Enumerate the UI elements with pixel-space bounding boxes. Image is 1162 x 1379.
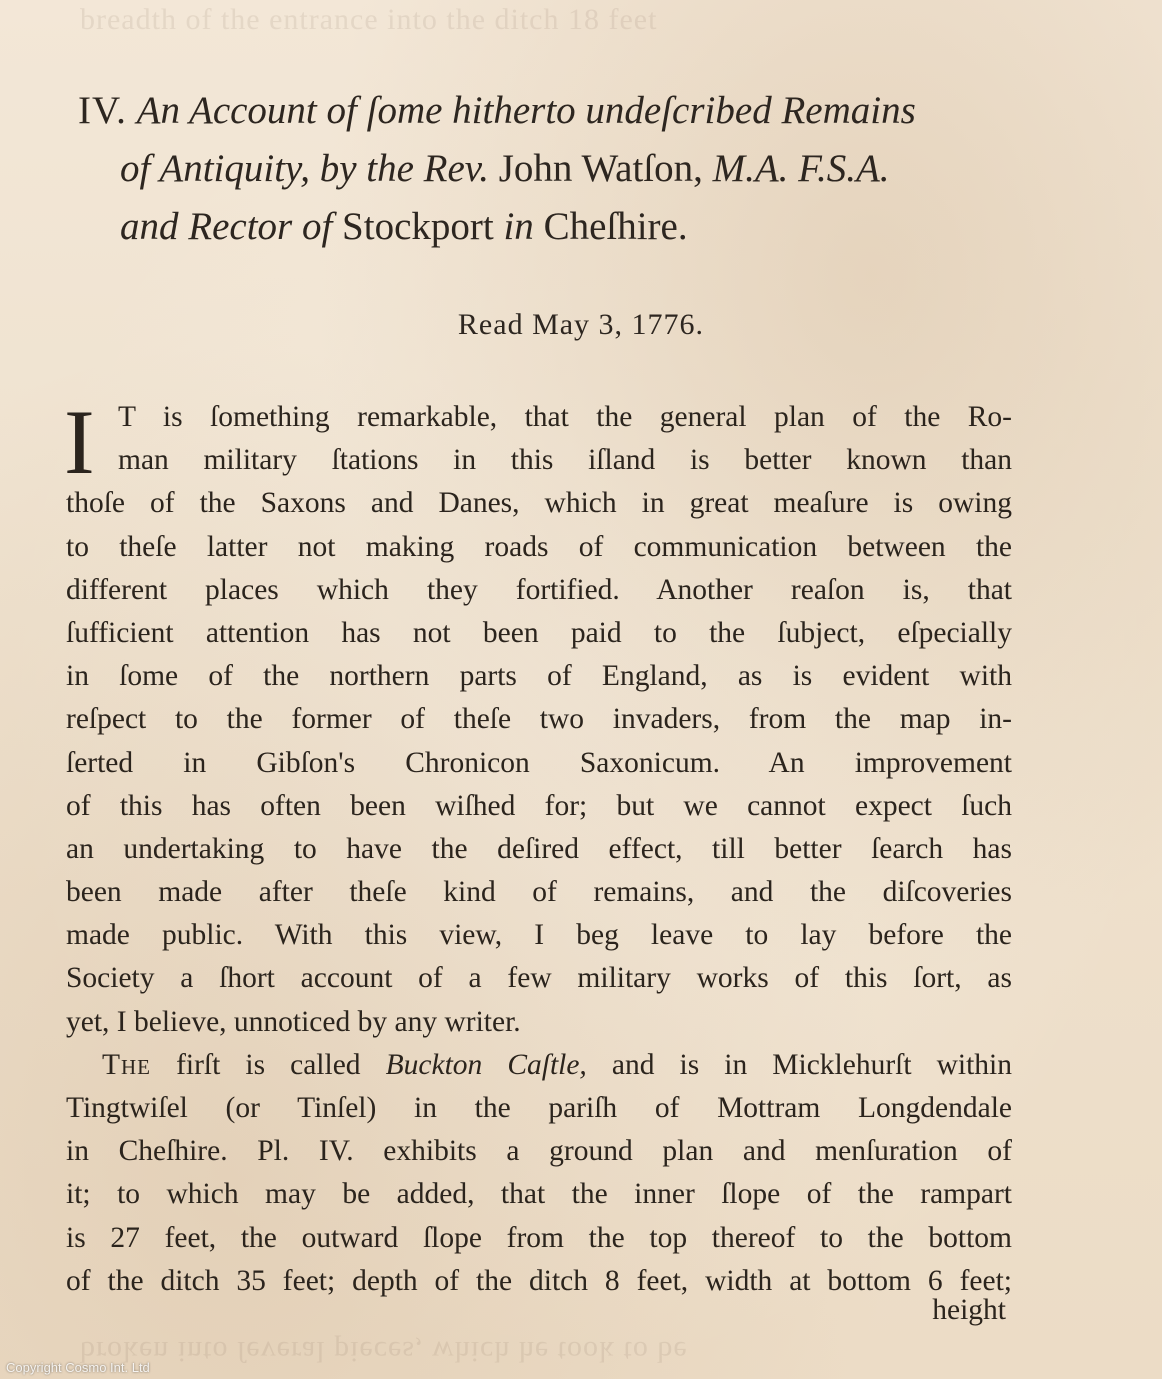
drop-cap: I bbox=[64, 391, 95, 493]
body-line: ſufficient attention has not been paid to the ſubject, eſpecially bbox=[66, 616, 1012, 649]
article-heading bbox=[78, 82, 1038, 256]
body-line bbox=[66, 1044, 1012, 1087]
body-line: of this has often been wiſhed for; but we cannot expect ſuch bbox=[66, 789, 1012, 822]
heading-title-part-3: and Rector of bbox=[120, 205, 333, 248]
heading-line-3 bbox=[78, 198, 1038, 256]
body-line-part: firſt is called bbox=[176, 1048, 361, 1081]
heading-line-2 bbox=[78, 140, 1038, 198]
body-line: been made after theſe kind of remains, and the diſcoveries bbox=[66, 876, 1012, 909]
bleed-through-text-top: breadth of the entrance into the ditch 18 feet bbox=[80, 3, 658, 36]
body-line: in ſome of the northern parts of England, as is evident with bbox=[66, 660, 1012, 693]
body-line: reſpect to the former of theſe two invaders, from the map in- bbox=[66, 703, 1012, 736]
body-line: it; to which may be added, that the inner ſlope of the rampart bbox=[66, 1178, 1012, 1211]
body-line: yet, I believe, unnoticed by any writer. bbox=[66, 1005, 521, 1038]
article-body bbox=[64, 391, 1013, 1303]
bleed-through-text-bottom: broken into ſeveral pieces, which he took to be bbox=[80, 1335, 688, 1368]
copyright-notice: Copyright Cosmo Int. Ltd bbox=[6, 1360, 150, 1375]
body-line: Tingtwiſel (or Tinſel) in the pariſh of Mottram Longdendale bbox=[66, 1092, 1012, 1124]
parish-name: Stockport bbox=[342, 205, 494, 248]
heading-title-part-1: An Account of ſome hitherto undeſcribed Remains bbox=[136, 89, 916, 132]
county-name: Cheſhire. bbox=[543, 205, 688, 248]
body-line: made public. With this view, I beg leave to lay before the bbox=[66, 919, 1012, 952]
author-degrees: M.A. F.S.A. bbox=[712, 147, 890, 190]
body-line: thoſe of the Saxons and Danes, which in great meaſure is owing bbox=[66, 487, 1012, 520]
body-line: Society a ſhort account of a few military works of this ſort, as bbox=[66, 962, 1012, 995]
heading-title-part-2: of Antiquity, by the Rev. bbox=[120, 147, 489, 190]
body-line: ſerted in Gibſon's Chronicon Saxonicum. An improvement bbox=[66, 746, 1012, 779]
body-line: in Cheſhire. Pl. IV. exhibits a ground plan and menſuration of bbox=[66, 1135, 1012, 1168]
body-line: to theſe latter not making roads of communication between the bbox=[66, 530, 1012, 563]
author-name: John Watſon, bbox=[498, 147, 703, 190]
body-line: man military ſtations in this iſland is better known than bbox=[118, 444, 1012, 477]
heading-preposition: in bbox=[503, 205, 534, 248]
heading-line-1 bbox=[78, 82, 1038, 140]
body-line-part: and is in Micklehurſt within bbox=[611, 1048, 1013, 1081]
place-name-italic: Buckton Caſtle, bbox=[385, 1048, 587, 1081]
catchword: height bbox=[932, 1294, 1006, 1326]
body-line: is 27 feet, the outward ſlope from the top thereof to the bottom bbox=[66, 1221, 1012, 1254]
body-line: different places which they fortified. Another reaſon is, that bbox=[66, 573, 1012, 606]
body-line: T is ſomething remarkable, that the general plan of the Ro- bbox=[118, 401, 1012, 433]
body-line: an undertaking to have the deſired effect, till better ſearch has bbox=[66, 832, 1012, 865]
paragraph-lead-word: The bbox=[102, 1048, 152, 1081]
article-numeral: IV. bbox=[78, 89, 127, 132]
body-line: of the ditch 35 feet; depth of the ditch 8 feet, width at bottom 6 feet; bbox=[66, 1264, 1012, 1297]
read-date: Read May 3, 1776. bbox=[457, 308, 705, 341]
